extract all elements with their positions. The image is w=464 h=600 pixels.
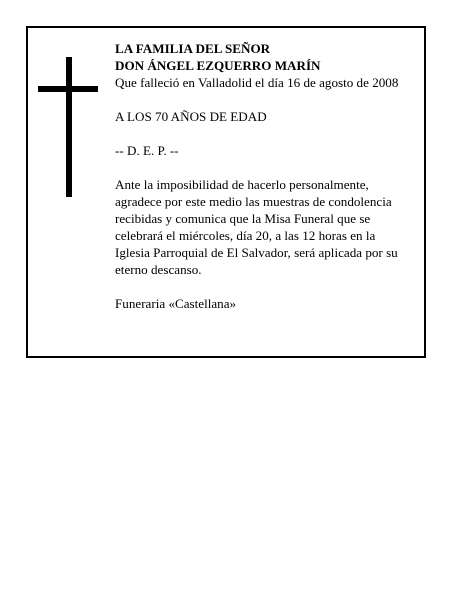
body-line: agradece por este medio las muestras de condolencia — [115, 194, 392, 209]
death-details: Que falleció en Valladolid el día 16 de agosto de 2008 — [115, 75, 399, 90]
body-line: Ante la imposibilidad de hacerlo personalmente, — [115, 177, 369, 192]
body-line: Iglesia Parroquial de El Salvador, será aplicada por su — [115, 245, 398, 260]
family-heading: LA FAMILIA DEL SEÑOR — [115, 41, 271, 56]
body-line: eterno descanso. — [115, 262, 202, 277]
deceased-name: DON ÁNGEL EZQUERRO MARÍN — [115, 58, 321, 73]
body-line: recibidas y comunica que la Misa Funeral que se — [115, 211, 371, 226]
cross-icon — [66, 57, 72, 197]
notice-text — [115, 40, 421, 312]
funeral-home-signature: Funeraria «Castellana» — [115, 296, 237, 311]
body-line: celebrará el miércoles, día 20, a las 12 horas en la — [115, 228, 376, 243]
rip-line: -- D. E. P. -- — [115, 143, 179, 158]
obituary-notice — [26, 26, 426, 358]
cross-icon-bar — [38, 86, 98, 92]
age-line: A LOS 70 AÑOS DE EDAD — [115, 109, 267, 124]
